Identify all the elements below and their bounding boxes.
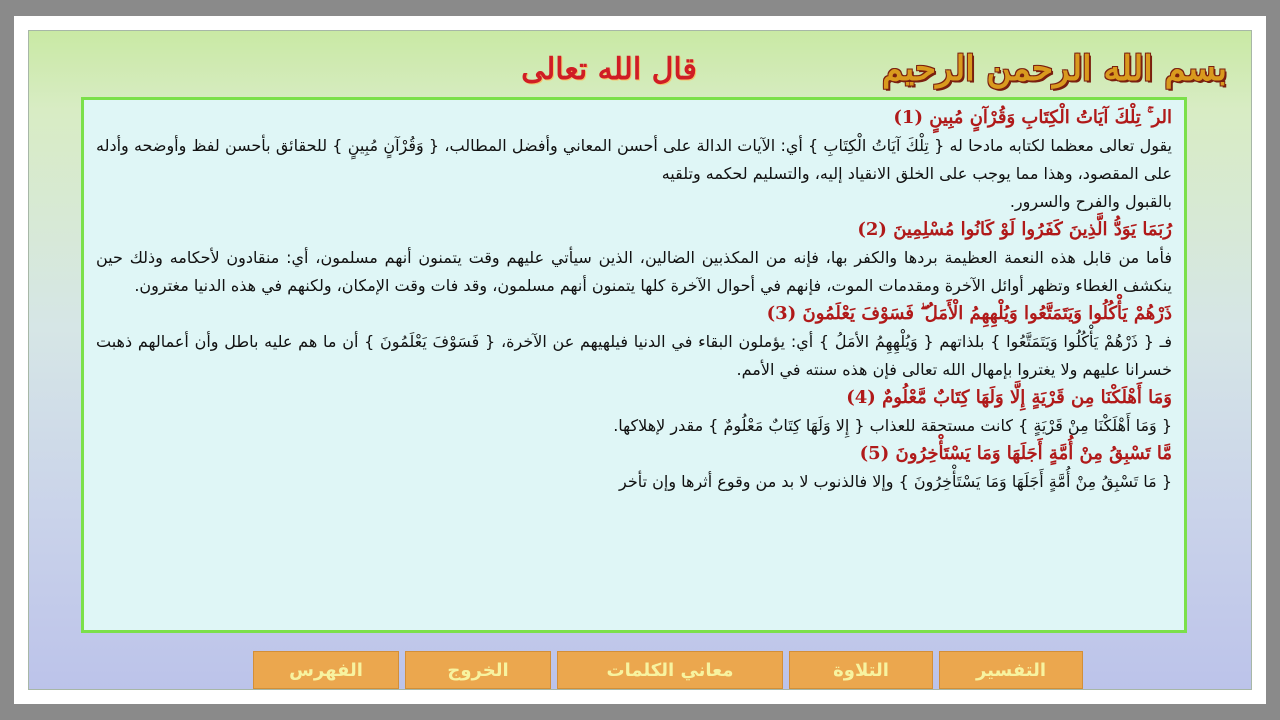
tafsir-paragraph-1-end: بالقبول والفرح والسرور. <box>1009 192 1172 211</box>
word-meanings-button[interactable]: معاني الكلمات <box>557 651 783 689</box>
app-canvas <box>28 30 1252 690</box>
tafsir-paragraph-2: فأما من قابل هذه النعمة العظيمة بردها والكفر بها، فإنه من المكذبين الضالين، الذين سيأتي عليهم وقت يتمنون أنهم مسلمون، أي: منقادون لأحكامه وذلك حين ينكشف الغطاء وتظهر أوائل الآخرة ومقدمات الموت، فإنهم في أحوال الآخرة كلها يتمنون أنهم مسلمون، وقد فات وقت الإمكان، ولكنهم في هذه الدنيا مغترون. <box>96 248 1172 295</box>
tilawa-button[interactable]: التلاوة <box>789 651 933 689</box>
verse-5: مَّا تَسْبِقُ مِنْ أُمَّةٍ أَجَلَهَا وَمَا يَسْتَأْخِرُونَ (5) <box>859 443 1172 464</box>
tafsir-content-panel <box>81 97 1187 633</box>
verse-1: الر ۚ تِلْكَ آيَاتُ الْكِتَابِ وَقُرْآنٍ مُبِينٍ (1) <box>893 107 1172 128</box>
tafsir-paragraph-4: { وَمَا أَهْلَكْنَا مِنْ قَرْيَةٍ } كانت مستحقة للعذاب { إِلا وَلَهَا كِتَابٌ مَعْلُومٌ } مقدر لإهلاكها. <box>613 416 1172 435</box>
tafsir-paragraph-3: فـ { ذَرْهُمْ يَأْكُلُوا وَيَتَمَتَّعُوا } بلذاتهم { وَيُلْهِهِمُ الأمَلُ } أي: يؤملون البقاء في الدنيا فيلهيهم عن الآخرة، { فَسَوْفَ يَعْلَمُونَ } أن ما هم عليه باطل وأن أعمالهم ذهبت خسرانا عليهم ولا يغتروا بإمهال الله تعالى فإن هذه سنته في الأمم. <box>96 332 1172 379</box>
verse-3: ذَرْهُمْ يَأْكُلُوا وَيَتَمَتَّعُوا وَيُلْهِهِمُ الْأَمَلُ ۖ فَسَوْفَ يَعْلَمُونَ (3) <box>766 303 1172 324</box>
tafsir-paragraph-1: يقول تعالى معظما لكتابه مادحا له { تِلْكَ آيَاتُ الْكِتَابِ } أي: الآيات الدالة على أحسن المعاني وأفضل المطالب، { وَقُرْآنٍ مُبِينٍ } للحقائق بأحسن لفظ وأوضحه وأدله على المقصود، وهذا مما يوجب على الخلق الانقياد إليه، والتسليم لحكمه وتلقيه <box>96 136 1172 183</box>
nav-button-bar <box>237 651 1083 689</box>
qal-allah-text: قال الله تعالى <box>521 51 697 87</box>
verse-2: رُبَمَا يَوَدُّ الَّذِينَ كَفَرُوا لَوْ كَانُوا مُسْلِمِينَ (2) <box>857 219 1172 240</box>
qal-allah-banner <box>519 41 699 97</box>
index-button[interactable]: الفهرس <box>253 651 399 689</box>
tafsir-paragraph-5: { مَا تَسْبِقُ مِنْ أُمَّةٍ أَجَلَهَا وَمَا يَسْتَأْخِرُونَ } وإلا فالذنوب لا بد من وقوع أثرها وإن تأخر <box>619 472 1172 491</box>
tafsir-button[interactable]: التفسير <box>939 651 1083 689</box>
basmala-banner <box>877 39 1227 99</box>
exit-button[interactable]: الخروج <box>405 651 551 689</box>
basmala-text: بسم الله الرحمن الرحيم <box>882 49 1227 89</box>
verse-4: وَمَا أَهْلَكْنَا مِن قَرْيَةٍ إِلَّا وَلَهَا كِتَابٌ مَّعْلُومٌ (4) <box>846 387 1172 408</box>
